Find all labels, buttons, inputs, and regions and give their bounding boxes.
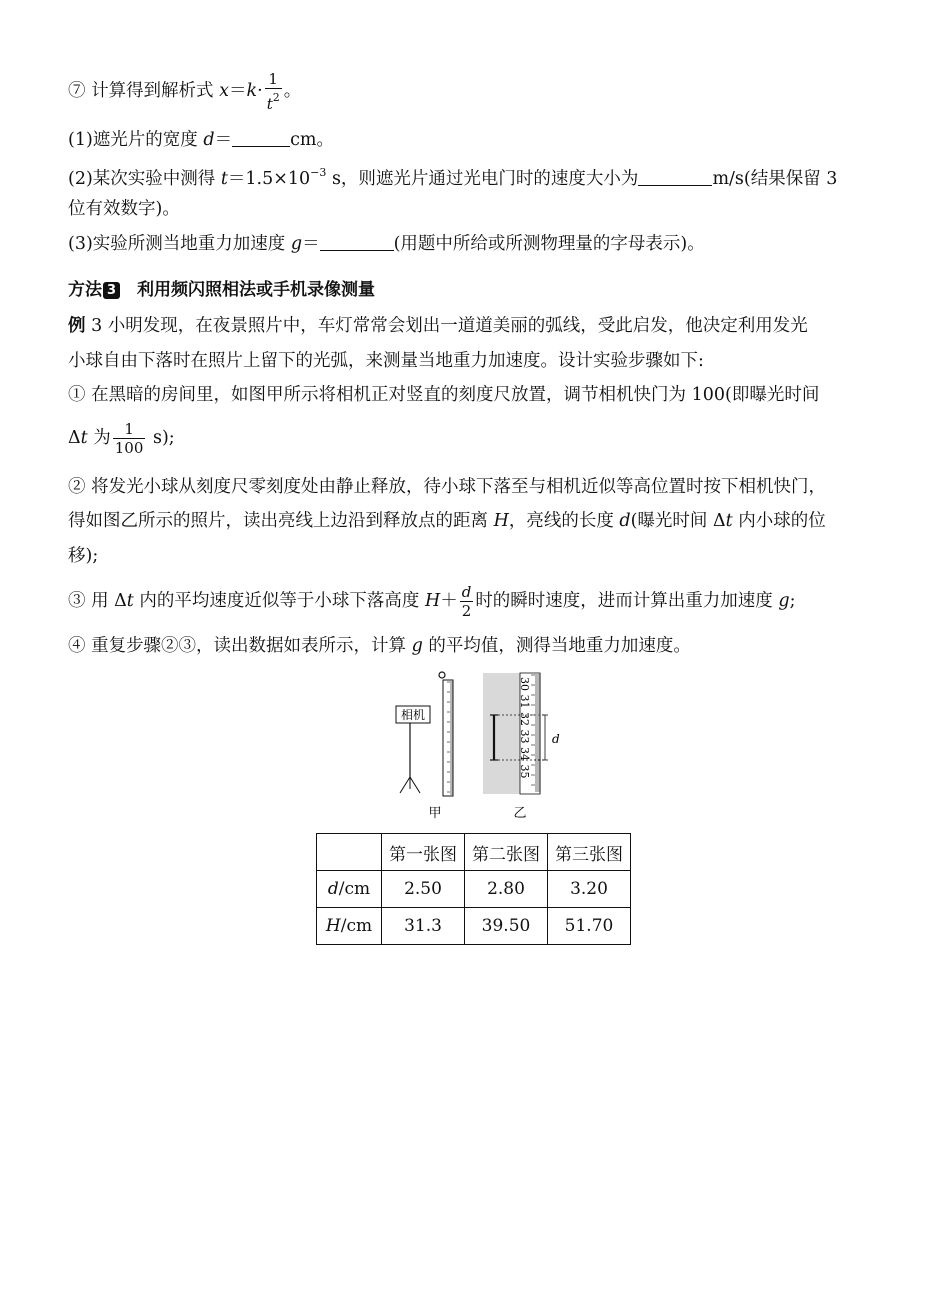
table-cell: 2.80 <box>465 871 548 908</box>
example-line-2 <box>68 353 704 371</box>
step7-line <box>68 70 301 113</box>
var-H: H <box>424 591 441 611</box>
table-header-cell: 第三张图 <box>548 834 631 871</box>
ruler-tick-label: 32 <box>518 712 531 726</box>
q2-cont: 位有效数字)。 <box>68 199 180 219</box>
var-k: k <box>246 81 258 101</box>
row-unit: /cm <box>340 916 373 936</box>
caption-b: 乙 <box>513 806 527 821</box>
step1-text: ① 在黑暗的房间里，如图甲所示将相机正对竖直的刻度尺放置，调节相机快门为 100(即曝光时间 <box>68 385 820 405</box>
var-t: t <box>725 511 733 531</box>
var-d: d <box>619 511 631 531</box>
step1-wei: 为 <box>87 428 111 448</box>
example-label: 例 <box>68 316 86 336</box>
row-var: H <box>325 916 341 936</box>
step4-text-a: ④ 重复步骤②③，读出数据如表所示，计算 <box>68 636 412 656</box>
step3-text-a: ③ 用 Δ <box>68 591 127 611</box>
q3-suffix: (用题中所给或所测物理量的字母表示)。 <box>393 234 705 254</box>
q2-value: ＝1.5×10 <box>227 169 311 189</box>
ruler-tick-label: 31 <box>518 694 531 709</box>
table-header-row <box>317 834 631 871</box>
table-header-cell: 第二张图 <box>465 834 548 871</box>
step3-text-d: ; <box>789 591 796 611</box>
plus: ＋ <box>440 591 458 611</box>
question-3 <box>68 236 705 254</box>
step2-text-2b: ，亮线的长度 <box>508 511 620 531</box>
q3-prefix: (3)实验所测当地重力加速度 <box>68 234 291 254</box>
data-table <box>316 833 631 945</box>
exponent: 2 <box>272 91 280 104</box>
row-label <box>317 871 382 908</box>
fraction-1-over-t2 <box>265 70 282 113</box>
dot: · <box>257 81 263 101</box>
step3-text-b: 内的平均速度近似等于小球下落高度 <box>133 591 425 611</box>
question-2-cont <box>68 201 180 219</box>
var-g: g <box>778 591 790 611</box>
var-g: g <box>290 234 303 254</box>
ruler-tick-label: 30 <box>518 677 531 691</box>
step2-text-3: 移); <box>68 546 99 566</box>
question-2 <box>68 167 837 189</box>
ruler-tick-label: 34 <box>518 747 531 761</box>
step3-line <box>68 583 795 620</box>
table-cell: 2.50 <box>382 871 465 908</box>
exponent: −3 <box>310 166 327 179</box>
q2-prefix: (2)某次实验中测得 <box>68 169 221 189</box>
answer-blank[interactable] <box>232 132 290 147</box>
step1-line-1 <box>68 387 819 405</box>
var-d: d <box>203 130 215 150</box>
table-cell: 51.70 <box>548 908 631 945</box>
equals: ＝ <box>229 81 247 101</box>
ruler-tick-label: 33 <box>518 729 531 744</box>
example-line-1 <box>68 318 808 336</box>
var-t: t <box>266 95 273 113</box>
var-t: t <box>220 169 228 189</box>
row-label <box>317 908 382 945</box>
equals: ＝ <box>302 234 320 254</box>
answer-blank[interactable] <box>638 171 712 186</box>
table-cell: 31.3 <box>382 908 465 945</box>
fraction-d-over-2 <box>460 583 474 620</box>
camera-label: 相机 <box>400 708 426 722</box>
fraction-1-over-100 <box>113 420 146 457</box>
step1-suffix: s); <box>147 428 175 448</box>
frac-numerator: 1 <box>124 420 134 438</box>
frac-numerator: d <box>461 583 472 601</box>
ruler-a <box>439 672 453 796</box>
delta: Δ <box>68 428 81 448</box>
q1-suffix: cm。 <box>290 130 334 150</box>
row-unit: /cm <box>338 879 371 899</box>
frac-denominator <box>265 88 282 113</box>
frac-numerator: 1 <box>268 70 278 88</box>
step1-line-2 <box>68 420 175 457</box>
step2-text-1: ② 将发光小球从刻度尺零刻度处由静止释放，待小球下落至与相机近似等高位置时按下相机快门， <box>68 477 827 497</box>
var-t: t <box>80 428 88 448</box>
photo-b <box>483 673 560 794</box>
experiment-figure <box>380 665 580 825</box>
step2-line-1 <box>68 479 826 497</box>
frac-denominator: 2 <box>460 601 474 620</box>
ruler-tick-label: 35 <box>518 764 531 779</box>
var-H: H <box>493 511 509 531</box>
table-cell: 3.20 <box>548 871 631 908</box>
step2-text-2d: 内小球的位 <box>732 511 826 531</box>
step7-prefix: ⑦ 计算得到解析式 <box>68 81 220 101</box>
step2-text-2c: (曝光时间 Δ <box>630 511 726 531</box>
d-label: d <box>552 732 560 746</box>
caption-a: 甲 <box>428 806 442 821</box>
var-g: g <box>411 636 423 656</box>
example-text-1: 3 小明发现，在夜景照片中，车灯常常会划出一道道美丽的弧线，受此启发，他决定利用发光 <box>85 316 808 336</box>
camera-tripod <box>396 706 430 793</box>
step7-suffix: 。 <box>283 81 302 101</box>
step4-line <box>68 638 691 656</box>
example-text-2: 小球自由下落时在照片上留下的光弧，来测量当地重力加速度。设计实验步骤如下: <box>68 351 704 371</box>
step4-text-b: 的平均值，测得当地重力加速度。 <box>422 636 691 656</box>
step3-text-c: 时的瞬时速度，进而计算出重力加速度 <box>475 591 779 611</box>
step2-text-2a: 得如图乙所示的照片，读出亮线上边沿到释放点的距离 <box>68 511 494 531</box>
method-heading <box>68 282 375 299</box>
table-cell: 39.50 <box>465 908 548 945</box>
step2-line-2 <box>68 513 826 531</box>
step2-line-3 <box>68 548 98 566</box>
method-label: 方法 <box>68 280 102 300</box>
answer-blank[interactable] <box>320 236 394 251</box>
row-var: d <box>327 879 339 899</box>
var-x: x <box>219 81 229 101</box>
question-1 <box>68 132 334 150</box>
table-row <box>317 871 631 908</box>
var-t: t <box>126 591 134 611</box>
q2-text: s，则遮光片通过光电门时的速度大小为 <box>326 169 639 189</box>
q2-suffix: m/s(结果保留 3 <box>712 169 838 189</box>
table-header-cell: 第一张图 <box>382 834 465 871</box>
frac-denominator: 100 <box>114 439 144 457</box>
method-title: 利用频闪照相法或手机录像测量 <box>137 280 375 300</box>
method-number-badge: 3 <box>103 282 120 299</box>
q1-prefix: (1)遮光片的宽度 <box>68 130 204 150</box>
table-header-cell <box>317 834 382 871</box>
table-row <box>317 908 631 945</box>
equals: ＝ <box>214 130 233 150</box>
